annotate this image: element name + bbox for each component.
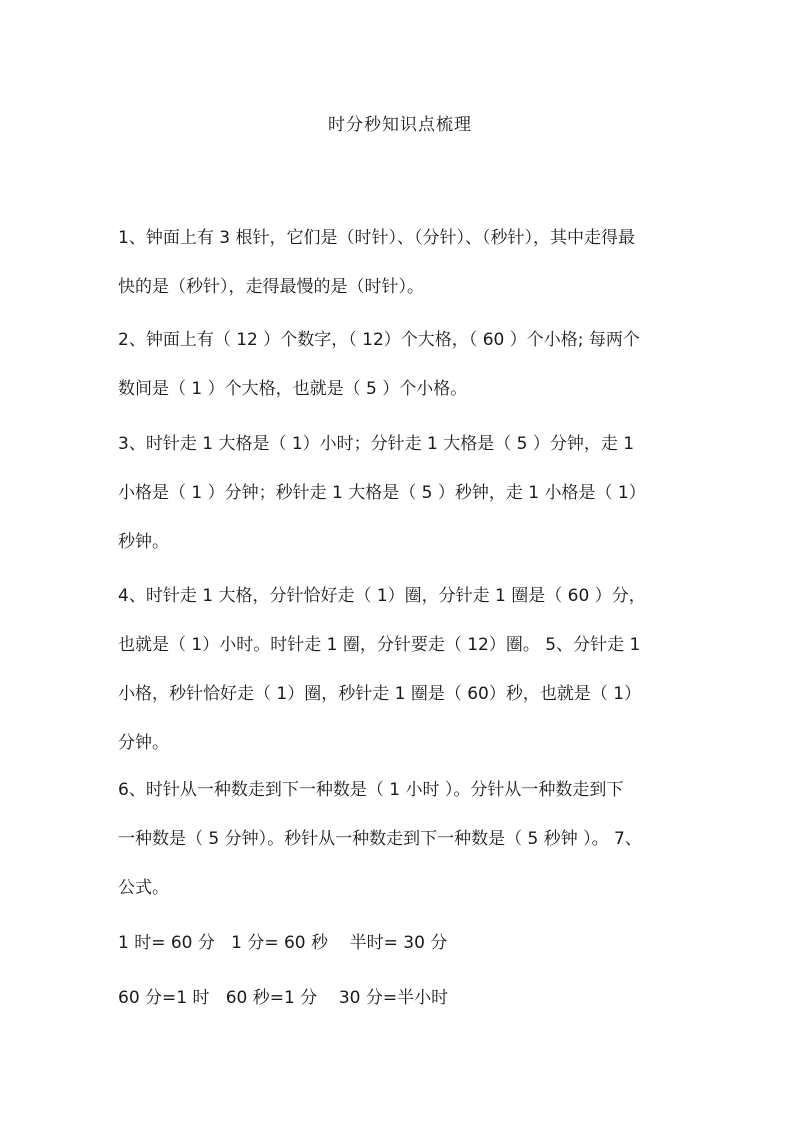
paragraph-line: 也就是（ 1）小时。时针走 1 圈，分针要走（ 12）圈。 5、分针走 1 — [118, 635, 641, 655]
formula-text: 1 时= 60 分 1 分= 60 秒 半时= 30 分 — [118, 933, 448, 953]
formula-line-2 — [118, 974, 698, 1023]
formula-line-1 — [118, 919, 698, 968]
paragraph-line: 秒钟。 — [118, 532, 169, 552]
paragraph-3 — [118, 420, 698, 567]
document-title: 时分秒知识点梳理 — [328, 115, 472, 135]
paragraph-line: 小格是（ 1 ）分钟；秒针走 1 大格是（ 5 ）秒钟，走 1 小格是（ 1） — [118, 483, 646, 503]
paragraph-line: 4、时针走 1 大格，分针恰好走（ 1）圈，分针走 1 圈是（ 60 ）分， — [118, 586, 646, 606]
paragraph-line: 快的是（秒针），走得最慢的是（时针）。 — [118, 277, 424, 297]
paragraph-line: 公式。 — [118, 878, 169, 898]
paragraph-line: 1、钟面上有 3 根针，它们是（时针）、（分针）、（秒针），其中走得最 — [118, 228, 635, 248]
paragraph-line: 6、时针从一种数走到下一种数是（ 1 小时 ）。分针从一种数走到下 — [118, 780, 624, 800]
formula-text: 60 分=1 时 60 秒=1 分 30 分=半小时 — [118, 988, 449, 1008]
paragraph-2 — [118, 316, 698, 414]
paragraph-line: 3、时针走 1 大格是（ 1）小时；分针走 1 大格是（ 5 ）分钟，走 1 — [118, 434, 635, 454]
paragraph-line: 一种数是（ 5 分钟）。秒针从一种数走到下一种数是（ 5 秒钟 ）。 7、 — [118, 829, 642, 849]
paragraph-line: 数间是（ 1 ）个大格，也就是（ 5 ）个小格。 — [118, 379, 468, 399]
paragraph-4 — [118, 572, 698, 768]
paragraph-line: 小格，秒针恰好走（ 1）圈，秒针走 1 圈是（ 60）秒，也就是（ 1） — [118, 684, 642, 704]
paragraph-1 — [118, 214, 698, 312]
paragraph-6 — [118, 766, 698, 913]
paragraph-line: 2、钟面上有（ 12 ）个数字，（ 12）个大格，（ 60 ）个小格; 每两个 — [118, 330, 640, 350]
paragraph-line: 分钟。 — [118, 733, 169, 753]
